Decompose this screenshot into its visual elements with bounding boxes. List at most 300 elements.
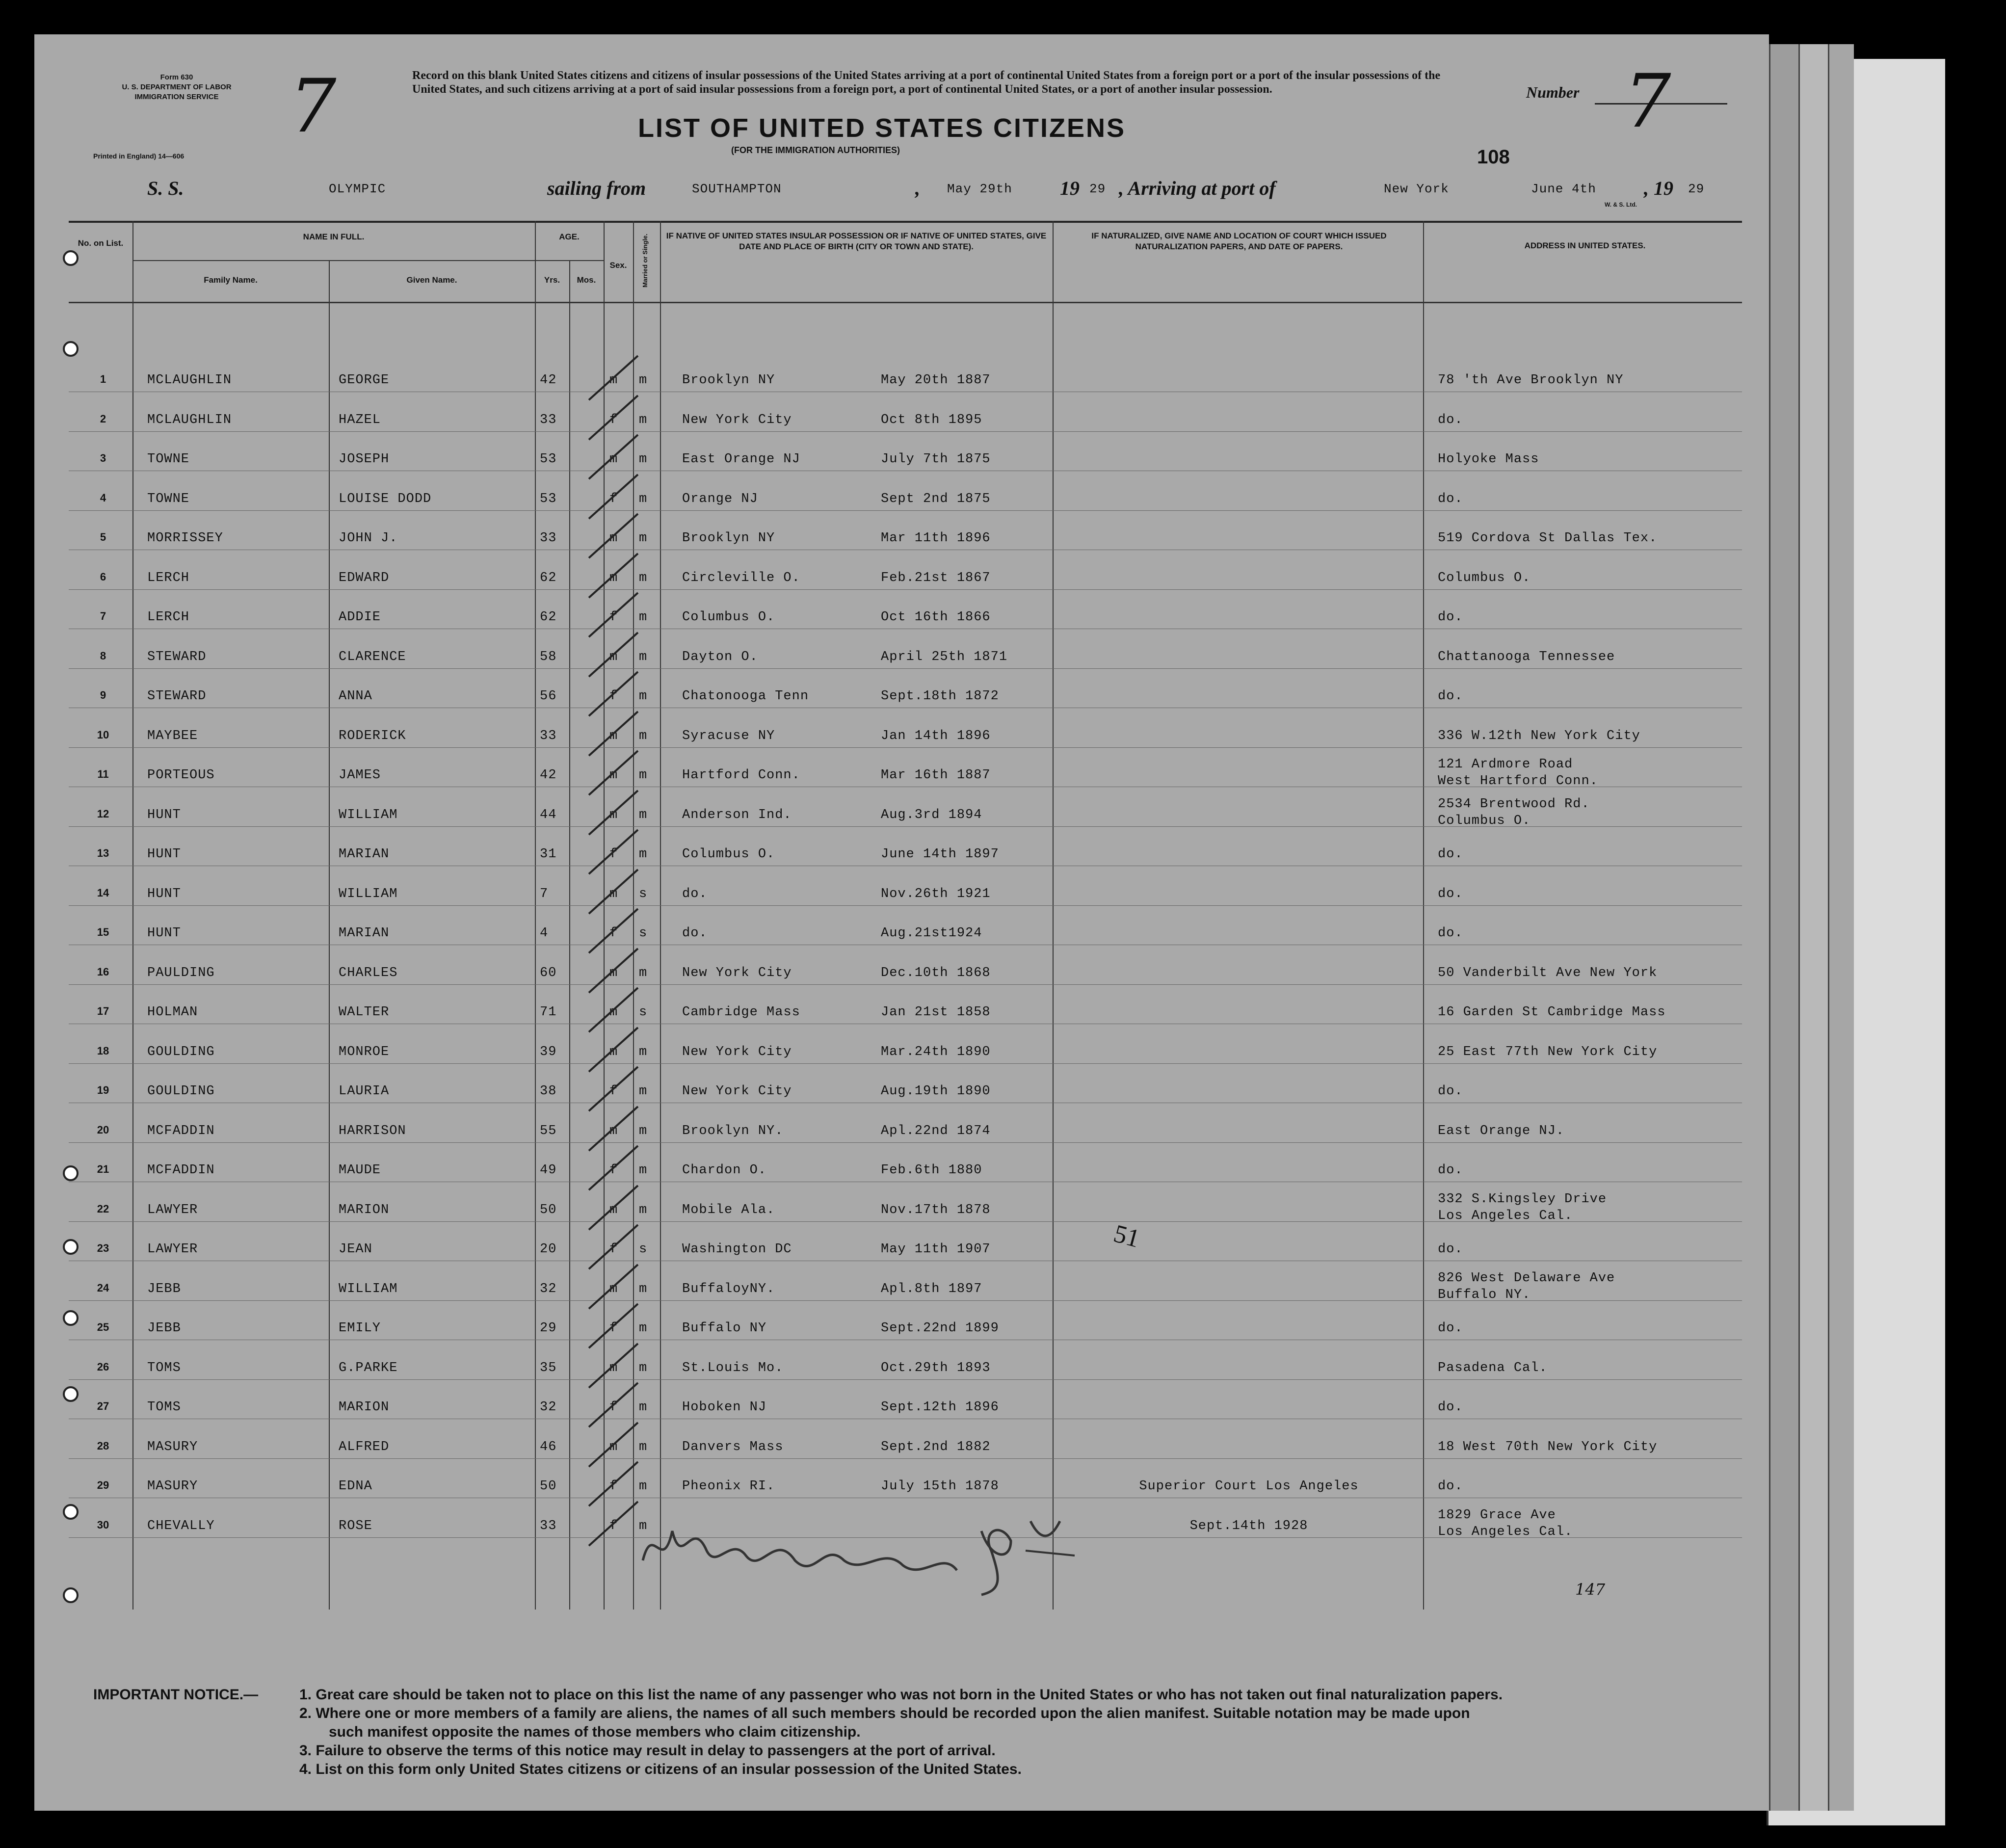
cell-date: Oct 8th 1895	[881, 412, 982, 427]
arrival-year: 29	[1688, 182, 1705, 196]
cell-sex: m	[609, 886, 618, 901]
col-yrs: Yrs.	[544, 275, 560, 285]
cell-age: 42	[540, 768, 557, 783]
row-rule	[69, 1458, 1742, 1459]
cell-sex: m	[609, 373, 618, 388]
printer-mark: W. & S. Ltd.	[1605, 201, 1637, 208]
arriving-label: , Arriving at port of	[1119, 177, 1276, 199]
row-rule	[69, 984, 1742, 985]
cell-no: 6	[100, 570, 106, 583]
binder-hole	[63, 1165, 79, 1181]
cell-age: 33	[540, 412, 557, 427]
cell-family: GOULDING	[147, 1044, 215, 1059]
form-number: Form 630	[160, 73, 193, 81]
cell-addr1: East Orange NJ.	[1438, 1123, 1565, 1138]
cell-addr1: do.	[1438, 1321, 1463, 1336]
ship-name: OLYMPIC	[329, 182, 386, 196]
cell-addr1: do.	[1438, 926, 1463, 941]
cell-given: WILLIAM	[339, 1281, 398, 1296]
cell-place: Columbus O.	[682, 610, 775, 625]
cell-date: Sept.2nd 1882	[881, 1439, 991, 1454]
binder-hole	[63, 341, 79, 357]
cell-addr1: Chattanooga Tennessee	[1438, 649, 1615, 664]
cell-no: 11	[97, 768, 109, 780]
cell-given: EDNA	[339, 1479, 372, 1494]
cell-ms: m	[639, 452, 648, 467]
cell-ms: m	[639, 531, 648, 546]
cell-ms: m	[639, 1321, 648, 1336]
cell-addr2: Los Angeles Cal.	[1438, 1524, 1573, 1539]
cell-sex: m	[609, 807, 618, 822]
col-address: ADDRESS IN UNITED STATES.	[1524, 241, 1646, 250]
cell-place: Brooklyn NY	[682, 531, 775, 546]
notice-item-2: 2. Where one or more members of a family are aliens, the names of all such members should be recorded upon the alien manifest. Suitable notation may be made upon	[299, 1705, 1470, 1721]
cell-age: 29	[540, 1321, 557, 1336]
page-subtitle: (FOR THE IMMIGRATION AUTHORITIES)	[731, 145, 900, 155]
sailing-label: sailing from	[547, 177, 646, 199]
cell-given: WILLIAM	[339, 886, 398, 901]
cell-age: 53	[540, 452, 557, 467]
cell-addr1: 78 'th Ave Brooklyn NY	[1438, 373, 1624, 388]
cell-addr1: 826 West Delaware Ave	[1438, 1270, 1615, 1286]
cell-given: ALFRED	[339, 1439, 390, 1454]
cell-sex: m	[609, 768, 618, 783]
cell-family: PORTEOUS	[147, 768, 215, 783]
cell-addr1: 18 West 70th New York City	[1438, 1439, 1658, 1454]
cell-sex: m	[609, 1439, 618, 1454]
binder-hole	[63, 1310, 79, 1326]
cell-sex: m	[609, 1360, 618, 1375]
cell-no: 28	[97, 1439, 109, 1452]
cell-date: Aug.19th 1890	[881, 1084, 991, 1099]
printed-note: Printed in England) 14—606	[93, 152, 185, 160]
cell-no: 20	[97, 1123, 109, 1136]
year-prefix: 19	[1060, 177, 1080, 199]
row-rule	[69, 589, 1742, 590]
cell-ms: m	[639, 965, 648, 980]
cell-no: 5	[100, 531, 106, 543]
binder-hole	[63, 250, 79, 266]
cell-no: 10	[97, 728, 109, 741]
cell-no: 12	[97, 807, 109, 820]
cell-no: 17	[97, 1005, 109, 1017]
cell-place: Buffalo NY	[682, 1321, 767, 1336]
cell-addr1: 1829 Grace Ave	[1438, 1507, 1556, 1523]
cell-place: New York City	[682, 965, 792, 980]
cell-ms: m	[639, 807, 648, 822]
service: IMMIGRATION SERVICE	[134, 93, 219, 101]
cell-age: 62	[540, 610, 557, 625]
cell-addr2: Columbus O.	[1438, 813, 1531, 828]
instructions: Record on this blank United States citizens and citizens of insular possessions of the United States arriving at a port of continental United States from a foreign port or a port of the insular possessions of the United States, and such citizens arriving at a port of said insular possessions from a foreign port, a port of continental United States, or a port of another insular possession.	[412, 69, 1441, 96]
cell-family: MASURY	[147, 1479, 198, 1494]
cell-ms: m	[639, 1123, 648, 1138]
cell-age: 4	[540, 926, 549, 941]
departure-date: May 29th	[947, 182, 1012, 196]
hand-number: 7	[290, 64, 337, 149]
cell-sex: f	[609, 1321, 618, 1336]
cell-ms: m	[639, 1202, 648, 1217]
cell-age: 53	[540, 491, 557, 506]
department: U. S. DEPARTMENT OF LABOR	[122, 83, 232, 91]
cell-place: Anderson Ind.	[682, 807, 792, 822]
cell-given: RODERICK	[339, 728, 406, 743]
cell-given: CHARLES	[339, 965, 398, 980]
cell-sex: m	[609, 1202, 618, 1217]
cell-no: 4	[100, 491, 106, 504]
cell-given: MARIAN	[339, 926, 390, 941]
cell-addr1: do.	[1438, 412, 1463, 427]
cell-age: 38	[540, 1084, 557, 1099]
cell-place: Hoboken NJ	[682, 1400, 767, 1415]
cell-date: Aug.21st1924	[881, 926, 982, 941]
row-rule	[69, 1142, 1742, 1143]
cell-date: Sept.18th 1872	[881, 689, 999, 704]
important-notice-label: IMPORTANT NOTICE.—	[93, 1687, 259, 1703]
notice-item-3: 3. Failure to observe the terms of this notice may result in delay to passengers at the port of arrival.	[299, 1742, 996, 1759]
cell-family: CHEVALLY	[147, 1518, 215, 1533]
cell-no: 1	[100, 373, 106, 385]
cell-place: Brooklyn NY	[682, 373, 775, 388]
cell-age: 71	[540, 1005, 557, 1020]
cell-sex: f	[609, 1242, 618, 1257]
binder-hole	[63, 1386, 79, 1402]
cell-no: 25	[97, 1321, 109, 1333]
page-edge-2	[1798, 44, 1829, 1811]
page-number: 108	[1477, 146, 1510, 168]
cell-no: 24	[97, 1281, 109, 1294]
cell-age: 49	[540, 1163, 557, 1178]
cell-given: MARION	[339, 1202, 390, 1217]
row-rule	[69, 510, 1742, 511]
cell-sex: f	[609, 1518, 618, 1533]
cell-given: MONROE	[339, 1044, 390, 1059]
cell-ms: m	[639, 491, 648, 506]
cell-given: MARION	[339, 1400, 390, 1415]
cell-place: do.	[682, 886, 708, 901]
comma-2: , 19	[1644, 177, 1673, 199]
cell-sex: f	[609, 1479, 618, 1494]
cell-age: 33	[540, 728, 557, 743]
cell-place: Hartford Conn.	[682, 768, 800, 783]
cell-no: 29	[97, 1479, 109, 1491]
cell-place: Mobile Ala.	[682, 1202, 775, 1217]
cell-addr2: Buffalo NY.	[1438, 1287, 1531, 1302]
cell-no: 13	[97, 847, 109, 859]
cell-sex: m	[609, 1005, 618, 1020]
cell-given: ANNA	[339, 689, 372, 704]
cell-no: 26	[97, 1360, 109, 1373]
row-rule	[69, 1063, 1742, 1064]
cell-date: Feb.21st 1867	[881, 570, 991, 585]
binder-hole	[63, 1239, 79, 1255]
cell-no: 23	[97, 1242, 109, 1254]
cell-sex: f	[609, 491, 618, 506]
col-family: Family Name.	[204, 275, 258, 285]
cell-place: East Orange NJ	[682, 452, 800, 467]
cell-age: 33	[540, 531, 557, 546]
cell-ms: m	[639, 847, 648, 862]
cell-place: Brooklyn NY.	[682, 1123, 784, 1138]
cell-age: 50	[540, 1479, 557, 1494]
cell-ms: m	[639, 728, 648, 743]
cell-family: HOLMAN	[147, 1005, 198, 1020]
cell-place: New York City	[682, 1084, 792, 1099]
cell-ms: m	[639, 610, 648, 625]
col-mos: Mos.	[577, 275, 596, 285]
cell-date: Mar 16th 1887	[881, 768, 991, 783]
cell-family: MAYBEE	[147, 728, 198, 743]
cell-family: MCFADDIN	[147, 1163, 215, 1178]
cell-ms: s	[639, 926, 648, 941]
cell-sex: f	[609, 926, 618, 941]
cell-given: CLARENCE	[339, 649, 406, 664]
cell-date: Mar 11th 1896	[881, 531, 991, 546]
cell-given: JAMES	[339, 768, 381, 783]
cell-place: Cambridge Mass	[682, 1005, 800, 1020]
cell-place: New York City	[682, 412, 792, 427]
cell-ms: m	[639, 1360, 648, 1375]
cell-no: 14	[97, 886, 109, 899]
departure-port: SOUTHAMPTON	[692, 182, 782, 196]
cell-date: Feb.6th 1880	[881, 1163, 982, 1178]
check-mark	[584, 1499, 643, 1553]
cell-given: EDWARD	[339, 570, 390, 585]
cell-family: MASURY	[147, 1439, 198, 1454]
cell-family: JEBB	[147, 1281, 181, 1296]
cell-addr2: Los Angeles Cal.	[1438, 1208, 1573, 1223]
cell-date: April 25th 1871	[881, 649, 1008, 664]
col-no: No. on List.	[78, 238, 124, 248]
number-label: Number	[1526, 83, 1580, 101]
cell-addr1: do.	[1438, 886, 1463, 901]
cell-family: HUNT	[147, 847, 181, 862]
cell-no: 22	[97, 1202, 109, 1215]
cell-given: WILLIAM	[339, 807, 398, 822]
cell-date: Dec.10th 1868	[881, 965, 991, 980]
cell-place: New York City	[682, 1044, 792, 1059]
cell-ms: m	[639, 570, 648, 585]
cell-no: 8	[100, 649, 106, 662]
cell-place: Chardon O.	[682, 1163, 767, 1178]
cell-no: 21	[97, 1163, 109, 1175]
cell-addr1: do.	[1438, 847, 1463, 862]
cell-date: Nov.26th 1921	[881, 886, 991, 901]
cell-sex: f	[609, 412, 618, 427]
ss-label: S. S.	[147, 177, 184, 199]
cell-nat: Superior Court Los Angeles	[1139, 1479, 1359, 1494]
important-notice	[299, 1686, 1752, 1779]
cell-family: MCLAUGHLIN	[147, 412, 232, 427]
cell-date: Apl.8th 1897	[881, 1281, 982, 1296]
cell-given: MARIAN	[339, 847, 390, 862]
cell-family: MCLAUGHLIN	[147, 373, 232, 388]
cell-addr1: 336 W.12th New York City	[1438, 728, 1640, 743]
cell-addr1: do.	[1438, 1479, 1463, 1494]
cell-addr1: 25 East 77th New York City	[1438, 1044, 1658, 1059]
cell-family: TOMS	[147, 1400, 181, 1415]
cell-ms: m	[639, 649, 648, 664]
cell-date: Mar.24th 1890	[881, 1044, 991, 1059]
binder-hole	[63, 1587, 79, 1603]
cell-sex: m	[609, 570, 618, 585]
manifest-sheet	[34, 34, 1769, 1811]
cell-sex: m	[609, 1123, 618, 1138]
cell-sex: m	[609, 649, 618, 664]
cell-age: 55	[540, 1123, 557, 1138]
cell-no: 19	[97, 1084, 109, 1096]
cell-ms: m	[639, 689, 648, 704]
cell-family: HUNT	[147, 926, 181, 941]
cell-ms: m	[639, 1518, 648, 1533]
cell-date: Apl.22nd 1874	[881, 1123, 991, 1138]
cell-given: MAUDE	[339, 1163, 381, 1178]
cell-ms: m	[639, 768, 648, 783]
col-naturalized: IF NATURALIZED, GIVE NAME AND LOCATION OF COURT WHICH ISSUED NATURALIZATION PAPERS, AND DATE OF PAPERS.	[1091, 231, 1387, 251]
cell-ms: m	[639, 1163, 648, 1178]
cell-age: 31	[540, 847, 557, 862]
cell-date: Jan 14th 1896	[881, 728, 991, 743]
cell-place: Orange NJ	[682, 491, 758, 506]
cell-age: 58	[540, 649, 557, 664]
cell-ms: s	[639, 886, 648, 901]
cell-place: St.Louis Mo.	[682, 1360, 784, 1375]
cell-date: May 20th 1887	[881, 373, 991, 388]
cell-date: Sept.12th 1896	[881, 1400, 999, 1415]
cell-age: 32	[540, 1400, 557, 1415]
cell-ms: m	[639, 1439, 648, 1454]
page-edge-1	[1769, 44, 1800, 1811]
cell-sex: f	[609, 1400, 618, 1415]
cell-date: June 14th 1897	[881, 847, 999, 862]
cell-age: 42	[540, 373, 557, 388]
cell-given: LOUISE DODD	[339, 491, 432, 506]
cell-age: 50	[540, 1202, 557, 1217]
cell-date: Nov.17th 1878	[881, 1202, 991, 1217]
departure-year: 29	[1089, 182, 1106, 196]
cell-place: Danvers Mass	[682, 1439, 784, 1454]
cell-sex: m	[609, 452, 618, 467]
cell-ms: m	[639, 1084, 648, 1099]
cell-addr2: West Hartford Conn.	[1438, 774, 1598, 789]
cell-given: HARRISON	[339, 1123, 406, 1138]
cell-place: Chatonooga Tenn	[682, 689, 809, 704]
cell-no: 3	[100, 452, 106, 464]
cell-place: Washington DC	[682, 1242, 792, 1257]
number-value: 7	[1624, 59, 1671, 144]
cell-place: Syracuse NY	[682, 728, 775, 743]
col-birth: IF NATIVE OF UNITED STATES INSULAR POSSESSION OR IF NATIVE OF UNITED STATES, GIVE DATE AND PLACE OF BIRTH (CITY OR TOWN AND STATE).	[666, 231, 1047, 251]
cell-addr1: Columbus O.	[1438, 570, 1531, 585]
cell-addr1: do.	[1438, 610, 1463, 625]
cell-age: 33	[540, 1518, 557, 1533]
cell-family: LAWYER	[147, 1242, 198, 1257]
stamp-147: 147	[1575, 1580, 1606, 1599]
cell-sex: f	[609, 610, 618, 625]
cell-age: 39	[540, 1044, 557, 1059]
cell-place: do.	[682, 926, 708, 941]
cell-given: HAZEL	[339, 412, 381, 427]
cell-addr1: Pasadena Cal.	[1438, 1360, 1548, 1375]
col-name-in-full: NAME IN FULL.	[303, 232, 365, 241]
cell-given: JOHN J.	[339, 531, 398, 546]
cell-sex: m	[609, 728, 618, 743]
arrival-date: June 4th	[1531, 182, 1596, 196]
cell-ms: m	[639, 1044, 648, 1059]
cell-ms: m	[639, 373, 648, 388]
cell-family: TOWNE	[147, 491, 190, 506]
cell-no: 9	[100, 689, 106, 701]
cell-addr1: 50 Vanderbilt Ave New York	[1438, 965, 1658, 980]
cell-no: 18	[97, 1044, 109, 1057]
cell-family: GOULDING	[147, 1084, 215, 1099]
cell-given: LAURIA	[339, 1084, 390, 1099]
cell-date: July 15th 1878	[881, 1479, 999, 1494]
cell-addr1: 2534 Brentwood Rd.	[1438, 796, 1590, 812]
cell-family: TOMS	[147, 1360, 181, 1375]
cell-family: PAULDING	[147, 965, 215, 980]
cell-date: Jan 21st 1858	[881, 1005, 991, 1020]
binder-hole	[63, 1504, 79, 1520]
cell-sex: f	[609, 1163, 618, 1178]
cell-age: 20	[540, 1242, 557, 1257]
cell-family: JEBB	[147, 1321, 181, 1336]
cell-age: 35	[540, 1360, 557, 1375]
notice-item-1: 1. Great care should be taken not to place on this list the name of any passenger who was not born in the United States or who has not taken out final naturalization papers.	[299, 1687, 1503, 1703]
cell-addr1: 121 Ardmore Road	[1438, 757, 1573, 772]
passenger-table	[34, 34, 1769, 1654]
cell-family: LERCH	[147, 570, 190, 585]
cell-addr1: do.	[1438, 1163, 1463, 1178]
cell-no: 7	[100, 610, 106, 622]
cell-ms: s	[639, 1005, 648, 1020]
row-rule	[69, 747, 1742, 748]
cell-no: 30	[97, 1518, 109, 1531]
cell-place: Pheonix RI.	[682, 1479, 775, 1494]
cell-age: 60	[540, 965, 557, 980]
cell-age: 44	[540, 807, 557, 822]
col-married: Married or Single.	[641, 234, 649, 288]
cell-family: MCFADDIN	[147, 1123, 215, 1138]
cell-sex: m	[609, 1281, 618, 1296]
cell-given: G.PARKE	[339, 1360, 398, 1375]
handwritten-signature	[638, 1502, 1129, 1600]
cell-family: HUNT	[147, 807, 181, 822]
cell-addr1: do.	[1438, 1084, 1463, 1099]
cell-family: LAWYER	[147, 1202, 198, 1217]
col-given: Given Name.	[406, 275, 457, 285]
page-title: LIST OF UNITED STATES CITIZENS	[638, 113, 1126, 143]
cell-sex: m	[609, 1044, 618, 1059]
cell-date: Sept 2nd 1875	[881, 491, 991, 506]
cell-family: MORRISSEY	[147, 531, 223, 546]
row-rule	[69, 668, 1742, 669]
cell-no: 15	[97, 926, 109, 938]
cell-ms: m	[639, 1400, 648, 1415]
cell-place: Circleville O.	[682, 570, 800, 585]
cell-ms: m	[639, 1281, 648, 1296]
cell-place: Dayton O.	[682, 649, 758, 664]
notice-item-4: 4. List on this form only United States citizens or citizens of an insular possession of the United States.	[299, 1761, 1022, 1777]
cell-given: WALTER	[339, 1005, 390, 1020]
cell-given: GEORGE	[339, 373, 390, 388]
row-rule	[69, 905, 1742, 906]
comma-1: ,	[915, 177, 920, 199]
cell-place: BuffaloyNY.	[682, 1281, 775, 1296]
cell-no: 2	[100, 412, 106, 425]
row-rule	[69, 1379, 1742, 1380]
cell-age: 62	[540, 570, 557, 585]
